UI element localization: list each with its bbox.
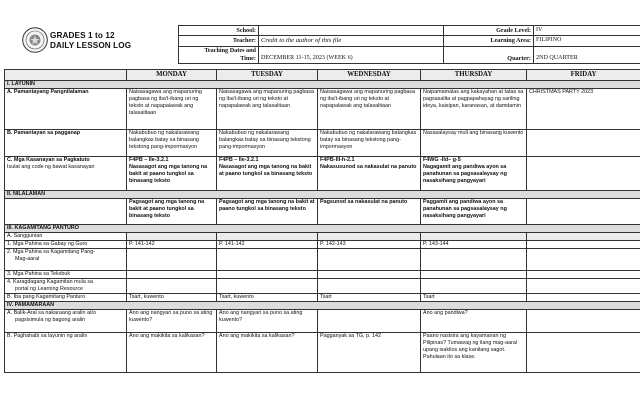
cell-p4-friday[interactable]	[527, 279, 640, 294]
cell-a-thursday[interactable]: Naipamamalas ang kakayahan at tatas sa pagsasalita at pagpapahayag ng sariling ideya, kaisipan, karanasan, at damdamin	[421, 89, 527, 130]
cell-p2-friday[interactable]	[527, 249, 640, 271]
cell-layon-tuesday[interactable]: Ano ang makikita sa kalikasan?	[217, 333, 318, 373]
kasanayan-title: C. Mga Kasanayan sa Pagkatuto	[7, 157, 90, 163]
cell-c-monday[interactable]	[127, 157, 217, 191]
row-label-balik-aral	[5, 310, 127, 333]
cell-p4-tuesday[interactable]	[217, 279, 318, 294]
day-header-thursday: THURSDAY	[421, 70, 527, 81]
cell-balik-friday[interactable]	[527, 310, 640, 333]
day-header-monday: MONDAY	[127, 70, 217, 81]
cell-balik-tuesday[interactable]: Ano ang nangyari sa puno sa ating kuwento?	[217, 310, 318, 333]
row-label-kasanayan	[5, 157, 127, 191]
balik-aral-line2: pagsisimula ng bagong aralin	[15, 316, 86, 323]
cell-nilalaman-friday[interactable]	[527, 199, 640, 225]
row-label-paghahabi: B. Paghahabi sa layunin ng aralin	[5, 333, 127, 373]
kagamitang-line1: 2. Mga Pahina sa Kagamitang Pang-	[7, 249, 96, 255]
cell-p2-thursday[interactable]	[421, 249, 527, 271]
dates-value[interactable]: DECEMBER 11-15, 2023 (WEEK 6)	[259, 46, 444, 63]
learning-area-label: Learning Area:	[444, 36, 534, 46]
section-pamamaraan: IV. PAMAMARAAN	[5, 302, 640, 310]
teacher-label: Teacher:	[179, 36, 259, 46]
nilalaman-label-cell	[5, 199, 127, 225]
cell-p1-tuesday[interactable]: P. 141-142	[217, 241, 318, 249]
cell-nilalaman-wednesday[interactable]: Pagsunod sa nakasulat na panuto	[318, 199, 421, 225]
row-label-pamantayan-sa-pagganap: B. Pamantayan sa pagganap	[5, 130, 127, 157]
cell-p4-thursday[interactable]	[421, 279, 527, 294]
cell-b-wednesday[interactable]: Nakabubuo ng nakalarawang balangkas batay sa binasang tekstong pang-impormasyon	[318, 130, 421, 157]
cell-iba-tuesday[interactable]: Tsart, kuwento	[217, 294, 318, 302]
cell-p1-friday[interactable]	[527, 241, 640, 249]
day-header-wednesday: WEDNESDAY	[318, 70, 421, 81]
code-wednesday: F4PB-III-h-2.1	[320, 157, 355, 163]
skill-tuesday: Nasasagot ang mga tanong na bakit at paano tungkol sa binasang teksto	[219, 163, 313, 177]
row-label-pamantayang-pangnilalaman: A. Pamantayang Pangnilalaman	[5, 89, 127, 130]
skill-wednesday: Nakasusunod sa nakasulat na panuto	[320, 163, 417, 170]
cell-p2-monday[interactable]	[127, 249, 217, 271]
cell-nilalaman-tuesday[interactable]: Pagsagot ang mga tanong na bakit at paano tungkol sa binasang teksto	[217, 199, 318, 225]
cell-b-friday[interactable]	[527, 130, 640, 157]
cell-sang-wednesday	[318, 233, 421, 241]
section-kagamitang-panturo: III. KAGAMITANG PANTURO	[5, 225, 640, 233]
cell-a-friday[interactable]: CHRISTMAS PARTY 2023	[527, 89, 640, 130]
skill-thursday: Nagagamit ang pandiwa ayon sa panahunan sa pagsasalaysay ng nasaksihang pangyayari	[423, 163, 507, 184]
dates-label	[179, 46, 259, 63]
cell-a-wednesday[interactable]: Naisasagawa ang mapanuring pagbasa ng iba't-ibang uri ng teksto at napapalawak ang talasalitaan	[318, 89, 421, 130]
cell-balik-wednesday[interactable]	[318, 310, 421, 333]
row-label-teksbuk: 3. Mga Pahina sa Teksbuk	[5, 271, 127, 279]
grade-level-label: Grade Level:	[444, 26, 534, 36]
corner-cell	[5, 70, 127, 81]
quarter-value[interactable]: 2ND QUARTER	[534, 46, 640, 63]
cell-iba-thursday[interactable]: Tsart	[421, 294, 527, 302]
cell-sang-monday	[127, 233, 217, 241]
cell-balik-thursday[interactable]: Ano ang pandiwa?	[421, 310, 527, 333]
cell-p3-wednesday[interactable]	[318, 271, 421, 279]
dates-label-line1: Teaching Dates and	[204, 46, 256, 54]
row-label-iba-pang-kagamitan: B. Iba pang Kagamitang Panturo	[5, 294, 127, 302]
cell-c-wednesday[interactable]	[318, 157, 421, 191]
cell-a-monday[interactable]: Naisasagawa ang mapanuring pagbasa ng iba't-ibang uri ng teksto at napapalawak ang talasalitaan	[127, 89, 217, 130]
cell-c-friday[interactable]	[527, 157, 640, 191]
day-header-tuesday: TUESDAY	[217, 70, 318, 81]
quarter-label: Quarter:	[444, 46, 534, 63]
code-monday: F4PB – IIe-3.2.1	[129, 157, 169, 163]
cell-p1-monday[interactable]: P. 141-142	[127, 241, 217, 249]
section-nilalaman: II. NILALAMAN	[5, 191, 640, 199]
cell-p3-monday[interactable]	[127, 271, 217, 279]
day-header-friday: FRIDAY	[527, 70, 640, 81]
cell-layon-thursday[interactable]: Paano nasisira ang kayamanan ng Pilipinas? Tumawag ng ilang mag-aaral upang isakilos ang kanilang sagot. Pahulaan ito sa klase.	[421, 333, 527, 373]
cell-p3-thursday[interactable]	[421, 271, 527, 279]
deped-seal-logo	[22, 27, 48, 53]
balik-aral-line1: A. Balik-Aral sa nakaraang aralin at/o	[7, 310, 96, 316]
teacher-value[interactable]: Credit to the author of this file	[259, 36, 444, 46]
kagamitang-line2: Mag-aaral	[15, 255, 40, 262]
cell-p1-thursday[interactable]: P. 143-144	[421, 241, 527, 249]
row-label-learning-resource	[5, 279, 127, 294]
header-info-table	[178, 25, 640, 64]
cell-nilalaman-thursday[interactable]: Paggamit ang pandiwa ayon sa panahunan sa pagsasalaysay ng nasaksihang pangyayari	[421, 199, 527, 225]
cell-p4-wednesday[interactable]	[318, 279, 421, 294]
school-label: School:	[179, 26, 259, 36]
cell-b-monday[interactable]: Nakabubuo ng nakalarawang balangkas batay sa binasang tekstong pang-impormasyon	[127, 130, 217, 157]
skill-monday: Nasasagot ang mga tanong na bakit at paano tungkol sa binasang teksto	[129, 163, 208, 184]
cell-p2-tuesday[interactable]	[217, 249, 318, 271]
cell-layon-monday[interactable]: Ano ang makikita sa kalikasan?	[127, 333, 217, 373]
cell-c-tuesday[interactable]	[217, 157, 318, 191]
cell-b-tuesday[interactable]: Nakabubuo ng nakalarawang balangkas batay sa binasang tekstong pang-impormasyon	[217, 130, 318, 157]
brand-title	[50, 31, 131, 51]
lesson-plan-table	[4, 69, 640, 373]
cell-iba-friday[interactable]	[527, 294, 640, 302]
cell-p3-friday[interactable]	[527, 271, 640, 279]
kasanayan-subtitle: Isulat ang code ng bawat kasanayan	[7, 163, 95, 170]
row-label-gabay-ng-guro: 1. Mga Pahina sa Gabay ng Guro	[5, 241, 127, 249]
cell-sang-friday	[527, 233, 640, 241]
learning-area-value[interactable]: FILIPINO	[534, 36, 640, 46]
cell-p1-wednesday[interactable]: P. 142-143	[318, 241, 421, 249]
cell-sang-tuesday	[217, 233, 318, 241]
cell-balik-monday[interactable]: Ano ang nangyari sa puno sa ating kuwento?	[127, 310, 217, 333]
school-value[interactable]	[259, 26, 444, 36]
cell-iba-wednesday[interactable]: Tsart	[318, 294, 421, 302]
cell-layon-friday[interactable]	[527, 333, 640, 373]
row-label-kagamitang-mag-aaral	[5, 249, 127, 271]
brand-line-dll: DAILY LESSON LOG	[50, 41, 132, 50]
cell-b-thursday[interactable]: Nasasalaysay muli ang binasang kuwento	[421, 130, 527, 157]
cell-p3-tuesday[interactable]	[217, 271, 318, 279]
cell-iba-monday[interactable]: Tsart, kuwento	[127, 294, 217, 302]
cell-sang-thursday	[421, 233, 527, 241]
brand-line-grades: GRADES 1 to 12	[50, 31, 115, 40]
cell-layon-wednesday[interactable]: Pagganyak sa TG, p. 142	[318, 333, 421, 373]
cell-a-tuesday[interactable]: Naisasagawa ang mapanuring pagbasa ng iba't-ibang uri ng teksto at napapalawak ang talasalitaan	[217, 89, 318, 130]
section-layunin: I. LAYUNIN	[5, 81, 640, 89]
row-label-sanggunian: A. Sanggunian	[5, 233, 127, 241]
cell-p2-wednesday[interactable]	[318, 249, 421, 271]
cell-c-thursday[interactable]	[421, 157, 527, 191]
karagdagan-line2: portal ng Learning Resource	[15, 285, 84, 292]
code-thursday: F4WG -IId– g-5	[423, 157, 461, 163]
grade-level-value[interactable]: IV	[534, 26, 640, 36]
cell-p4-monday[interactable]	[127, 279, 217, 294]
dates-label-line2: Time:	[240, 54, 256, 62]
code-tuesday: F4PB – IIe-3.2.1	[219, 157, 259, 163]
cell-nilalaman-monday[interactable]: Pagsagot ang mga tanong na bakit at paano tungkol sa binasang teksto	[127, 199, 217, 225]
karagdagan-line1: 4. Karagdagang Kagamitan mula sa	[7, 279, 94, 285]
